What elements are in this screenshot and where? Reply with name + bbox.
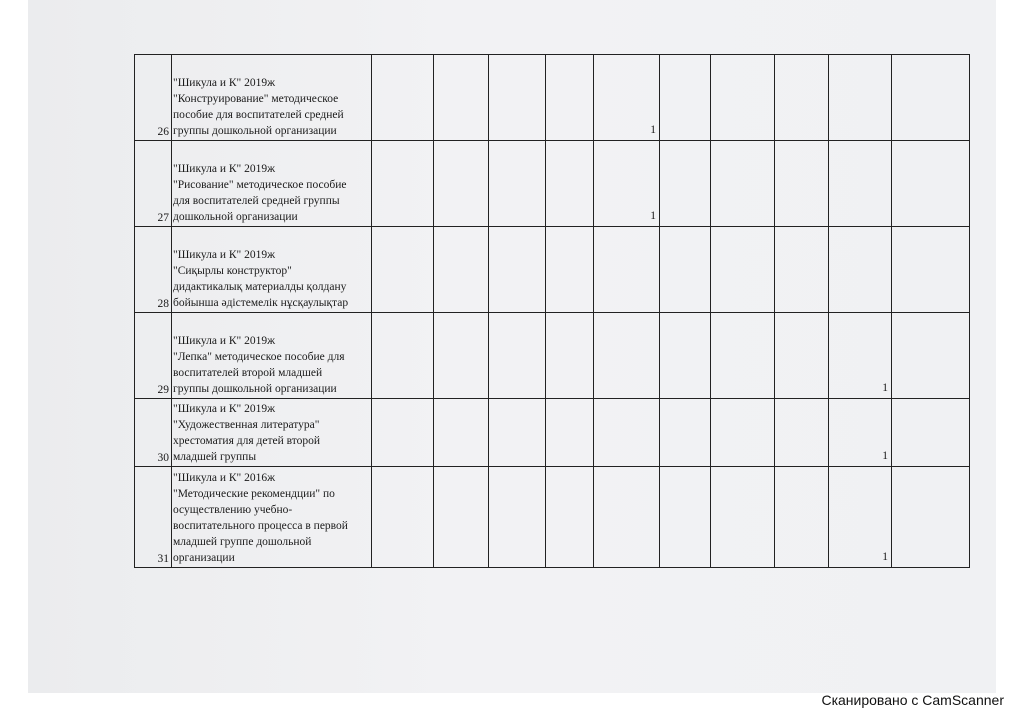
quantity-cell [892, 313, 970, 399]
book-title-line: "Художественная литература" [173, 419, 320, 431]
quantity-cell [372, 467, 434, 568]
row-number: 27 [135, 141, 172, 227]
quantity-cell [434, 467, 489, 568]
quantity-cell [660, 399, 711, 467]
quantity-cell [775, 55, 829, 141]
quantity-cell [434, 227, 489, 313]
quantity-cell [546, 227, 594, 313]
book-title-line: пособие для воспитателей средней [173, 109, 344, 121]
quantity-cell [892, 399, 970, 467]
quantity-cell [829, 55, 892, 141]
book-title-line: группы дошкольной организации [173, 125, 337, 137]
quantity-cell [434, 313, 489, 399]
quantity-cell [775, 141, 829, 227]
quantity-cell [434, 55, 489, 141]
row-number: 26 [135, 55, 172, 141]
quantity-cell [489, 55, 546, 141]
book-title-line: младшей группе дошольной [173, 536, 312, 548]
quantity-cell [711, 399, 775, 467]
book-title-line: "Шикула и К" 2019ж [173, 335, 276, 347]
quantity-cell [434, 399, 489, 467]
quantity-cell [372, 227, 434, 313]
table-row [135, 313, 970, 399]
quantity-cell [892, 467, 970, 568]
table-row [135, 399, 970, 467]
book-title-line: "Шикула и К" 2019ж [173, 163, 276, 175]
book-title-line: воспитателей второй младшей [173, 367, 323, 379]
book-title-line: для воспитателей средней группы [173, 195, 340, 207]
table-row [135, 467, 970, 568]
quantity-cell [434, 141, 489, 227]
book-title-line: осуществлению учебно- [173, 504, 293, 516]
book-title-line: "Сиқырлы конструктор" [173, 265, 292, 277]
quantity-cell: 1 [594, 141, 660, 227]
quantity-cell [711, 55, 775, 141]
book-title-cell [172, 141, 372, 227]
book-title-line: хрестоматия для детей второй [173, 435, 321, 447]
scanned-page [28, 0, 996, 693]
book-title-cell [172, 227, 372, 313]
quantity-cell [775, 227, 829, 313]
quantity-cell [892, 227, 970, 313]
quantity-cell [594, 227, 660, 313]
book-title-line: "Шикула и К" 2016ж [173, 472, 276, 484]
book-title-cell [172, 399, 372, 467]
document-table [134, 54, 970, 568]
quantity-cell [892, 55, 970, 141]
quantity-cell [660, 55, 711, 141]
quantity-cell [546, 141, 594, 227]
book-title-line: бойынша әдістемелік нұсқаулықтар [173, 297, 349, 309]
book-title-line: "Конструирование" методическое [173, 93, 339, 105]
quantity-cell [372, 141, 434, 227]
table-row [135, 227, 970, 313]
book-title-line: дидактикалық материалды қолдану [173, 281, 347, 293]
quantity-cell [892, 141, 970, 227]
book-title-line: воспитательного процесса в первой [173, 520, 348, 532]
book-title-line: "Рисование" методическое пособие [173, 179, 347, 191]
book-title-line: "Шикула и К" 2019ж [173, 403, 276, 415]
quantity-cell [660, 141, 711, 227]
quantity-cell [775, 313, 829, 399]
quantity-cell [489, 399, 546, 467]
book-title-line: "Шикула и К" 2019ж [173, 249, 276, 261]
book-title-line: "Лепка" методическое пособие для [173, 351, 345, 363]
quantity-cell [489, 467, 546, 568]
book-title-line: "Шикула и К" 2019ж [173, 77, 276, 89]
quantity-cell: 1 [829, 313, 892, 399]
quantity-cell [711, 313, 775, 399]
quantity-cell [489, 141, 546, 227]
quantity-cell [594, 313, 660, 399]
quantity-cell [546, 399, 594, 467]
quantity-cell [829, 141, 892, 227]
quantity-cell [372, 313, 434, 399]
book-title-cell [172, 55, 372, 141]
quantity-cell [775, 399, 829, 467]
book-title-line: группы дошкольной организации [173, 383, 337, 395]
quantity-cell [594, 399, 660, 467]
table-body [135, 55, 970, 568]
table-row [135, 55, 970, 141]
quantity-cell [775, 467, 829, 568]
quantity-cell [660, 227, 711, 313]
row-number: 31 [135, 467, 172, 568]
quantity-cell [372, 399, 434, 467]
row-number: 28 [135, 227, 172, 313]
table-row [135, 141, 970, 227]
quantity-cell [546, 467, 594, 568]
row-number: 29 [135, 313, 172, 399]
quantity-cell [660, 467, 711, 568]
quantity-cell [711, 141, 775, 227]
quantity-cell: 1 [594, 55, 660, 141]
quantity-cell [489, 227, 546, 313]
book-title-line: организации [173, 552, 235, 564]
quantity-cell [546, 55, 594, 141]
scanner-watermark: Сканировано с CamScanner [821, 692, 1004, 708]
quantity-cell [372, 55, 434, 141]
book-title-cell [172, 467, 372, 568]
book-title-line: младшей группы [173, 451, 257, 463]
book-title-line: дошкольной организации [173, 211, 298, 223]
quantity-cell [660, 313, 711, 399]
quantity-cell [546, 313, 594, 399]
quantity-cell [711, 467, 775, 568]
quantity-cell [594, 467, 660, 568]
quantity-cell [489, 313, 546, 399]
quantity-cell: 1 [829, 399, 892, 467]
book-title-cell [172, 313, 372, 399]
quantity-cell: 1 [829, 467, 892, 568]
row-number: 30 [135, 399, 172, 467]
quantity-cell [711, 227, 775, 313]
book-title-line: "Методические рекомендции" по [173, 488, 335, 500]
quantity-cell [829, 227, 892, 313]
